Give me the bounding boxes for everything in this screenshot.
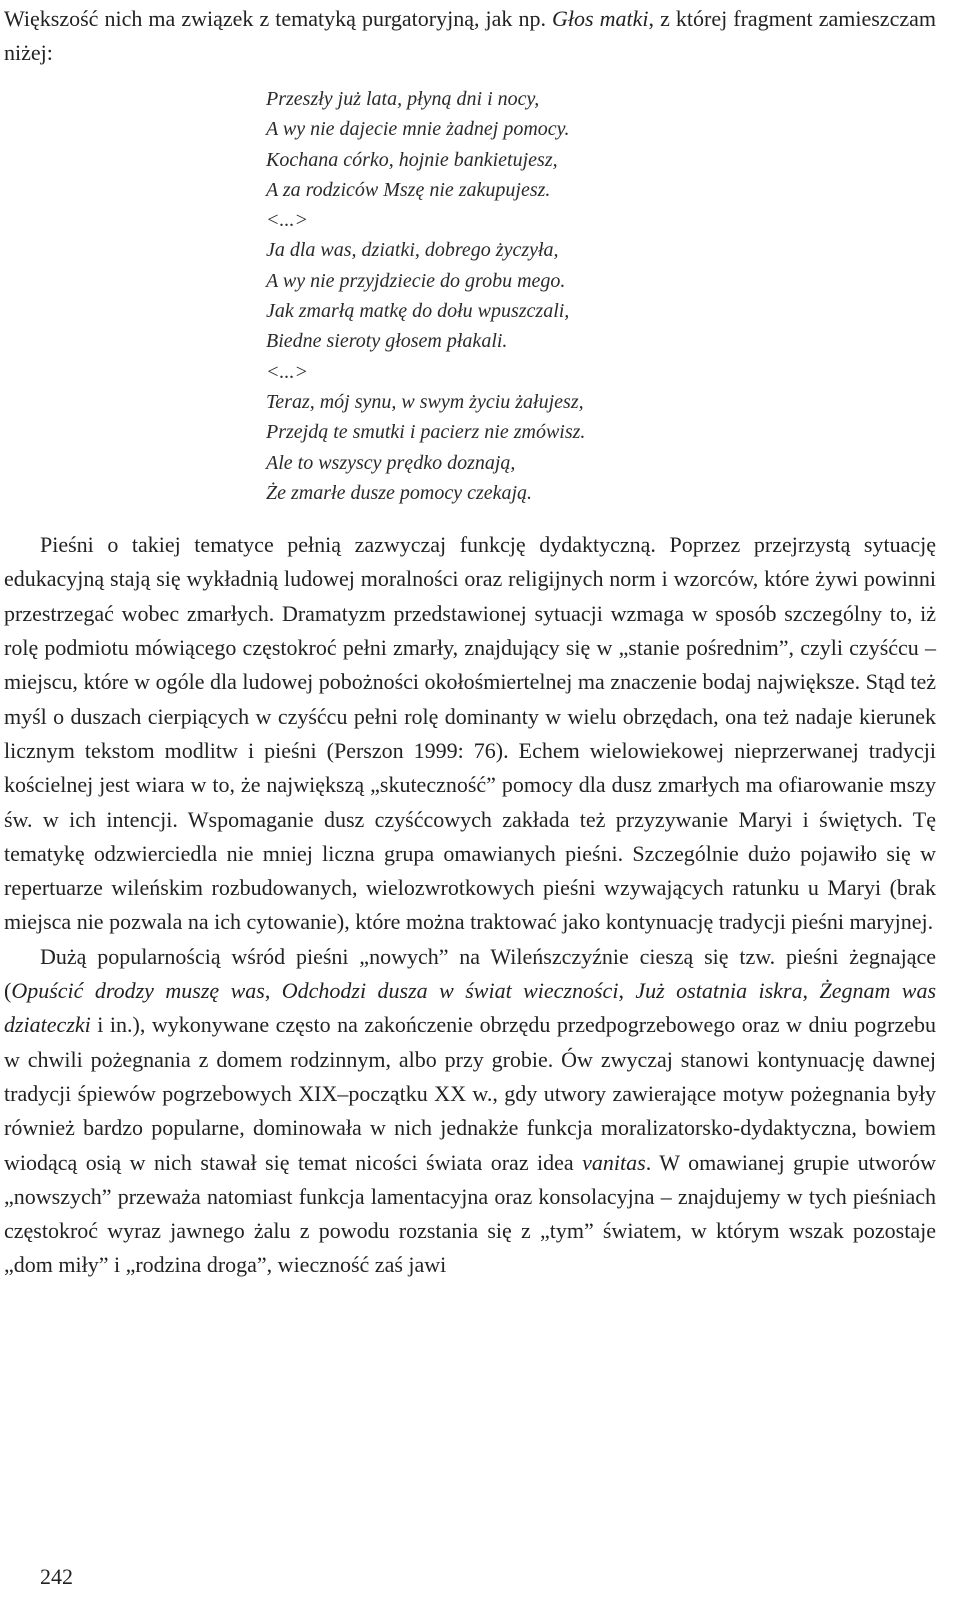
paragraph-farewell-songs	[4, 940, 936, 1283]
intro-song-title: Głos matki	[552, 6, 649, 31]
poem-line: Biedne sieroty głosem płakali.	[266, 330, 508, 353]
separator: ,	[802, 978, 820, 1004]
poem-line: Ale to wszyscy prędko doznają,	[266, 451, 516, 474]
poem-line: Ja dla was, dziatki, dobrego życzyła,	[266, 239, 559, 262]
poem-ellipsis: <...>	[266, 209, 308, 232]
page-number: 242	[40, 1564, 73, 1589]
song-title: Odchodzi dusza w świat wieczności	[281, 978, 619, 1004]
poem-line: Przeszły już lata, płyną dni i nocy,	[266, 88, 540, 110]
intro-text-end: , z której fragment zamieszczam niżej:	[4, 6, 936, 65]
poem-line: Jak zmarłą matkę do dołu wpuszczali,	[266, 300, 570, 323]
document-page	[4, 0, 936, 1283]
paragraph-didactic-function: Pieśni o takiej tematyce pełnią zazwyczaj funkcję dydaktyczną. Poprzez przejrzystą sytuację edukacyjną stają się wykładnią ludowej moralności oraz religijnych norm i wzorców, które żywi powinni przestrzegać wobec zmarłych. Dramatyzm przedstawionej sytuacji wzmaga w sposób szczególny to, iż rolę podmiotu mówiącego częstokroć pełni zmarły, znajdujący się w „stanie pośrednim”, czyli czyśćcu – miejscu, które w ogóle dla ludowej pobożności okołośmiertelnej ma znaczenie bodaj największe. Stąd też myśl o duszach cierpiących w czyśćcu pełni rolę dominanty w wielu obrzędach, ona też nadaje kierunek licznym tekstom modlitw i pieśni (Perszon 1999: 76). Echem wielowiekowej nieprzerwanej tradycji kościelnej jest wiara w to, że największą „skuteczność” pomocy dla dusz zmarłych ma ofiarowanie mszy św. w ich intencji. Wspomaganie dusz czyśćcowych zakłada też przyzywanie Maryi i świętych. Tę tematykę odzwierciedla nie mniej liczna grupa omawianych pieśni. Szczególnie dużo pojawiło się w repertuarze wileńskim rozbudowanych, wielozwrotkowych pieśni wzywających ratunku u Maryi (brak miejsca nie pozwala na ich cytowanie), które można traktować jako kontynuację tradycji pieśni maryjnej.	[4, 532, 936, 935]
separator: ,	[618, 978, 636, 1004]
latin-term: vanitas	[582, 1149, 646, 1175]
poem-ellipsis: <...>	[266, 360, 308, 383]
poem-line: A wy nie dajecie mnie żadnej pomocy.	[266, 118, 570, 141]
poem-line: A wy nie przyjdziecie do grobu mego.	[266, 269, 566, 292]
poem-line: A za rodziców Mszę nie zakupujesz.	[266, 178, 551, 201]
paragraph-text: Dużą popularnością wśród pieśni „nowych” na Wileńszczyźnie cieszą się tzw. pieśni żegnające (	[4, 943, 936, 1004]
separator: ,	[264, 978, 282, 1004]
song-title: Opuścić drodzy muszę was	[11, 978, 265, 1004]
poem-line: Teraz, mój synu, w swym życiu żałujesz,	[266, 390, 584, 413]
paragraph-text: . W omawianej grupie utworów „nowszych” przeważa natomiast funkcja lamentacyjna oraz konsolacyjna – znajdujemy w tych pieśniach częstokroć wyraz jawnego żalu z powodu rozstania się z „tym” światem, w którym wszak pozostaje „dom miły” i „rodzina droga”, wieczność zaś jawi	[4, 1149, 936, 1278]
body-text	[4, 528, 936, 1283]
poem-line: Przejdą te smutki i pacierz nie zmówisz.	[266, 421, 586, 444]
song-title: Już ostatnia iskra	[635, 978, 803, 1004]
song-title: Żegnam was dziateczki	[4, 978, 937, 1038]
intro-text	[4, 0, 936, 70]
paragraph-text: i in.), wykonywane często na zakończenie obrzędu przedpogrzebowego oraz w dniu pogrzebu w chwili pożegnania z domem rodzinnym, albo przy grobie. Ów zwyczaj stanowi kontynuację dawnej tradycji śpiewów pogrzebowych XIX–początku XX w., gdy utwory zawierające motyw pożegnania były również bardzo popularne, dominowała w nich jednakże funkcja moralizatorsko-dydaktyczna, bowiem wiodącą osią w nich stawał się temat nicości świata oraz idea	[4, 1012, 936, 1175]
poem-line: Że zmarłe dusze pomocy czekają.	[266, 481, 533, 504]
poem-line: Kochana córko, hojnie bankietujesz,	[266, 148, 558, 171]
poem-excerpt	[266, 84, 936, 508]
intro-text-start: Większość nich ma związek z tematyką purgatoryjną, jak np.	[4, 6, 553, 31]
